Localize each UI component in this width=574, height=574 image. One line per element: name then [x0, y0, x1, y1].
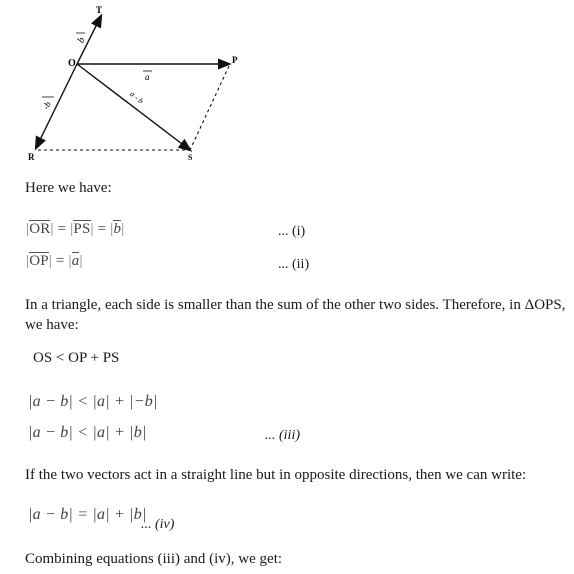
dashed-ps — [190, 66, 229, 150]
equation-ii: |OP| = |a| — [26, 253, 83, 269]
svg-text:a: a — [145, 72, 150, 82]
label-p: P — [232, 55, 238, 65]
equation-label-iii: ... (iii) — [265, 428, 300, 443]
vector-label-a-minus-b — [128, 89, 145, 105]
label-s: S — [188, 153, 193, 162]
vec-b: b — [113, 221, 122, 237]
here-we-have-text: Here we have: — [25, 180, 112, 196]
equation-iii: |a − b| < |a| + |b| — [28, 424, 147, 441]
svg-text:-b: -b — [40, 99, 53, 112]
opposite-directions-text: If the two vectors act in a straight line but in opposite directions, then we can write: — [25, 467, 527, 483]
combining-text: Combining equations (iii) and (iv), we get: — [25, 551, 283, 567]
vector-os — [77, 64, 190, 150]
triangle-sentence-line1: In a triangle, each side is smaller than the sum of the other two sides. Therefore, in ΔOPS, — [25, 297, 566, 313]
label-t: T — [96, 5, 103, 15]
vec-a: a — [71, 253, 80, 269]
vec-op: OP — [29, 253, 49, 269]
equation-i: |OR| = |PS| = |b| — [26, 221, 125, 237]
equation-label-iv: ... (iv) — [141, 517, 175, 532]
svg-text:a - b: a - b — [128, 89, 146, 106]
label-r: R — [28, 152, 35, 162]
vec-ps: PS — [73, 221, 91, 237]
equation-iv: |a − b| = |a| + |b| — [28, 506, 147, 523]
vec-or: OR — [29, 221, 51, 237]
label-o: O — [68, 58, 76, 69]
os-inequality: OS < OP + PS — [33, 350, 120, 366]
triangle-sentence-line2: we have: — [25, 317, 79, 333]
vector-label-b — [76, 33, 88, 45]
svg-text:b: b — [75, 35, 88, 46]
equation-label-ii: ... (ii) — [278, 257, 310, 272]
vector-label-a — [143, 71, 152, 82]
vector-triangle-diagram — [0, 0, 574, 170]
equation-triangle-inequality: |a − b| < |a| + |−b| — [28, 393, 158, 410]
vector-label-neg-b — [41, 97, 54, 111]
equation-label-i: ... (i) — [278, 224, 306, 239]
